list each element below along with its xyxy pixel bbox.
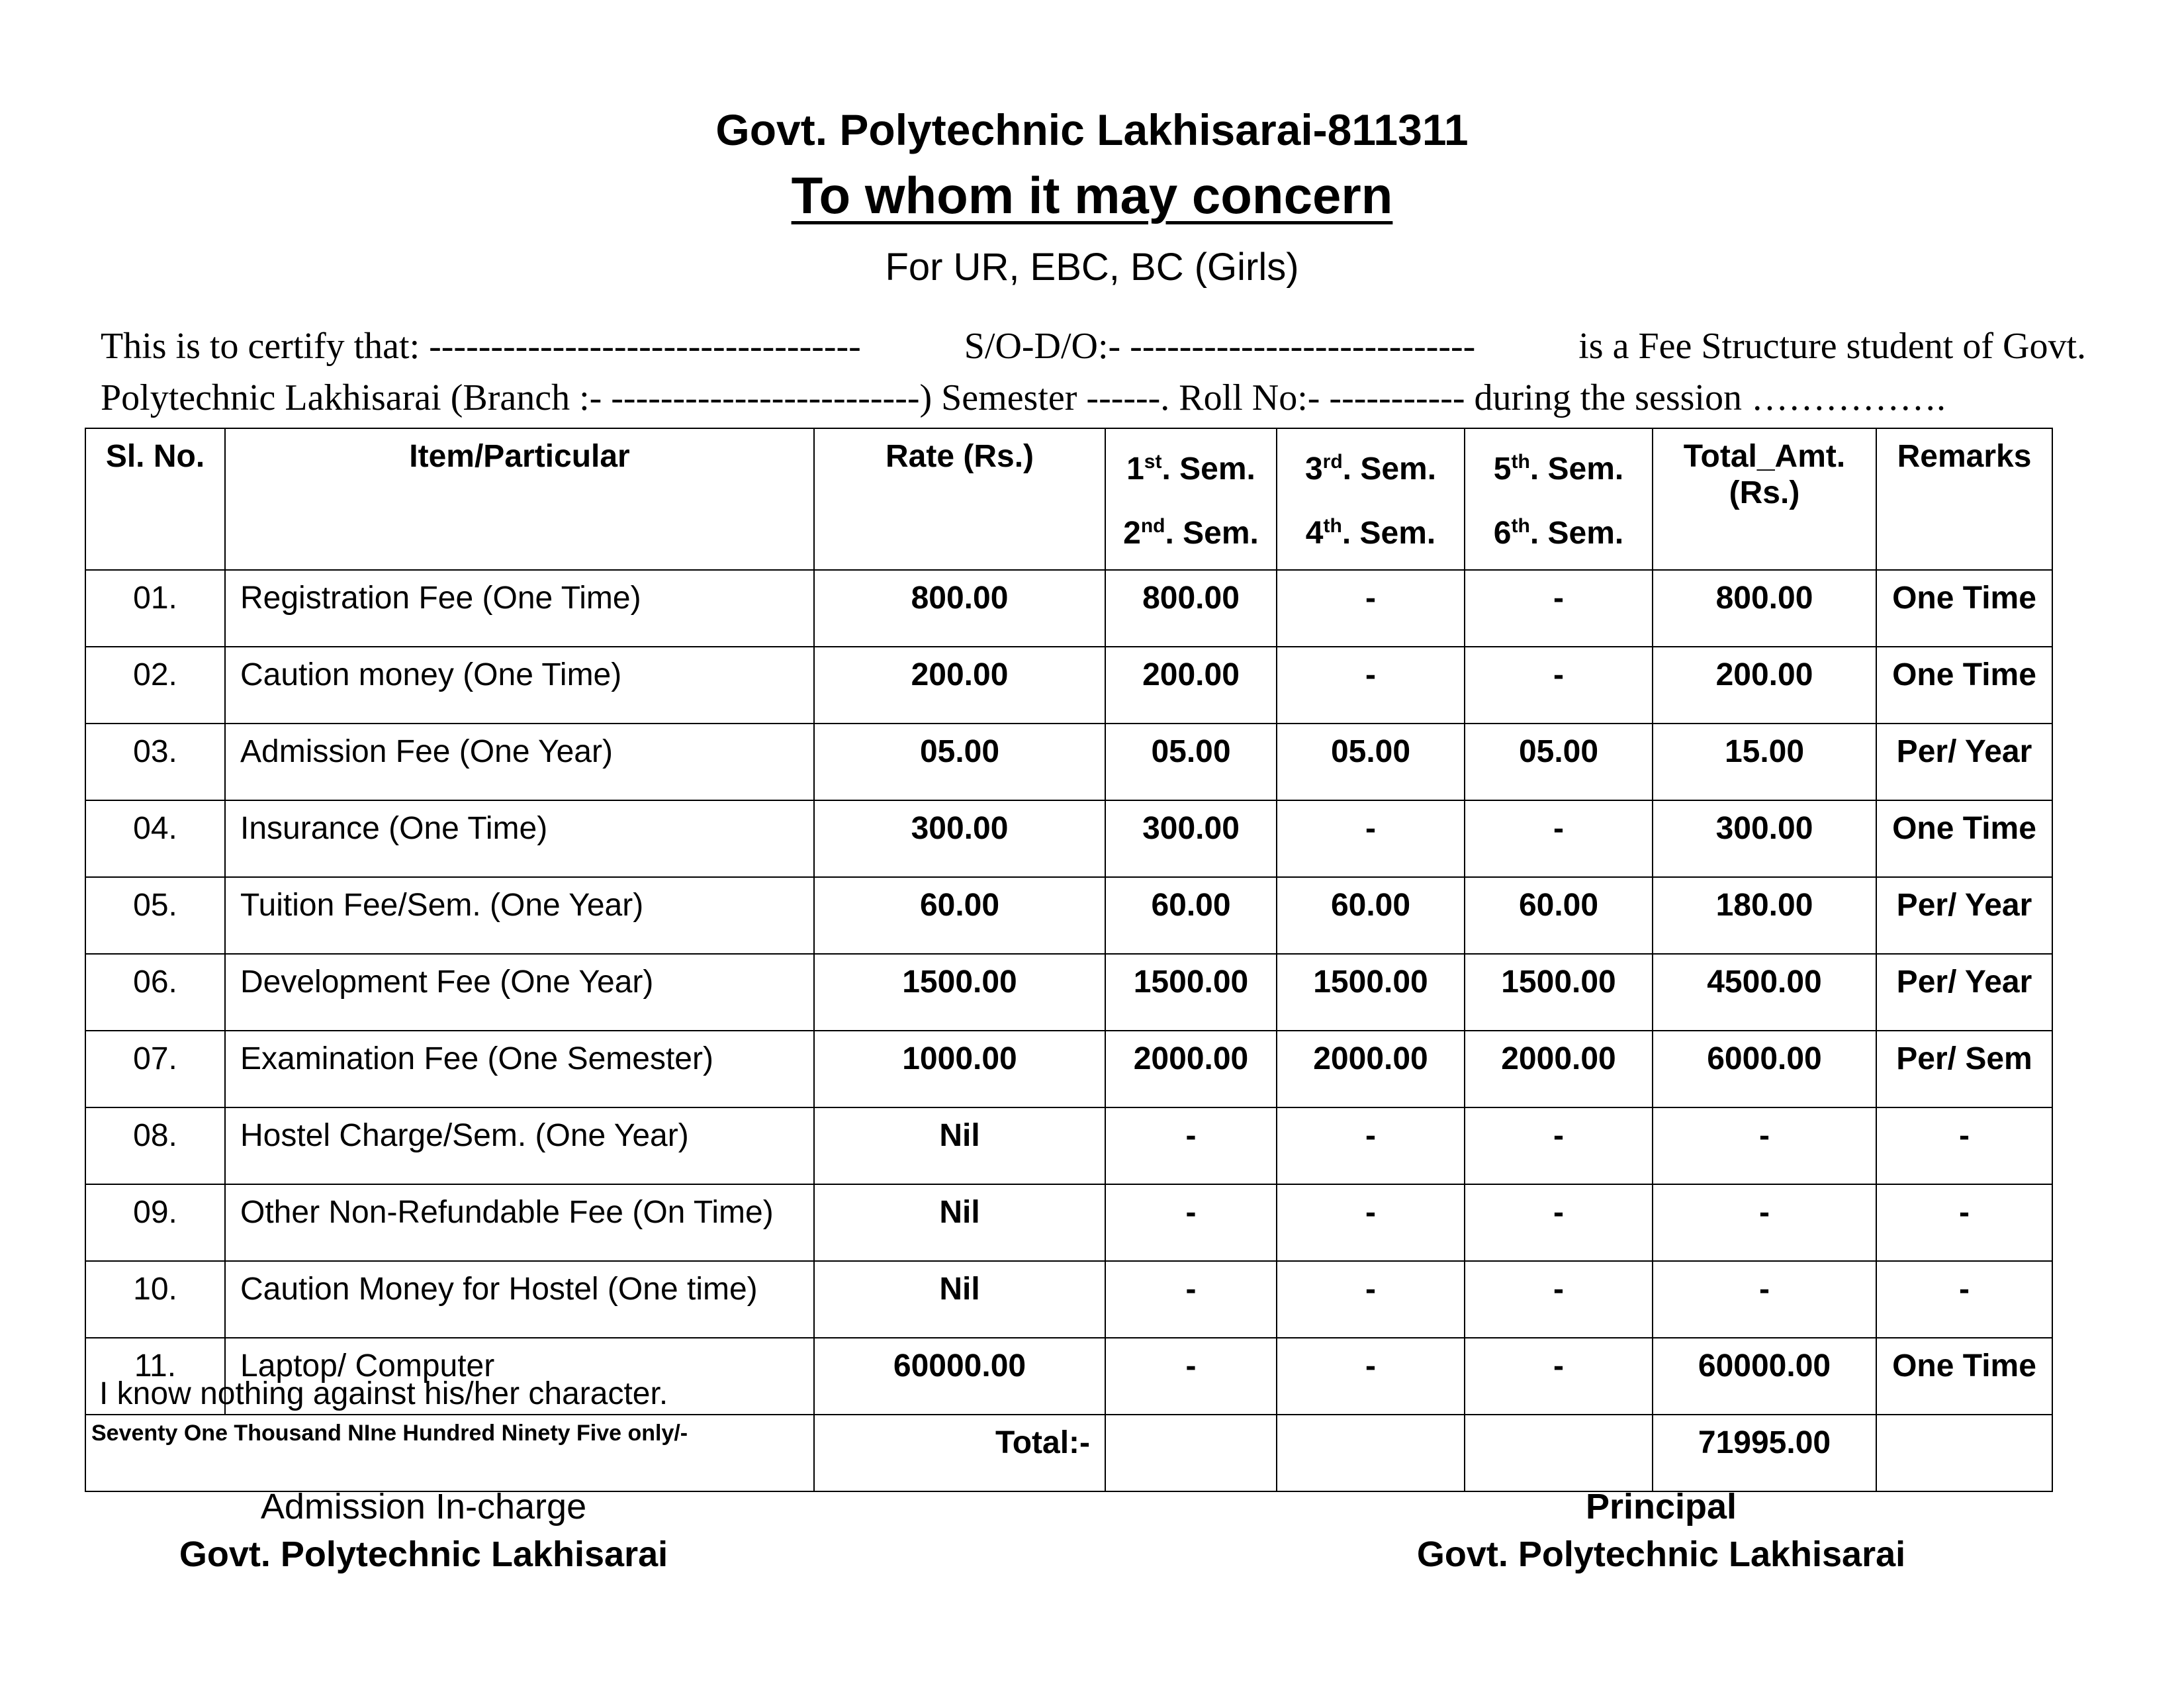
total-empty-cell bbox=[1105, 1415, 1277, 1491]
cell-sem-5-6: 60.00 bbox=[1465, 877, 1653, 954]
cell-item: Development Fee (One Year) bbox=[225, 954, 814, 1031]
cell-remarks: One Time bbox=[1876, 570, 2052, 647]
cell-sem-3-4: 2000.00 bbox=[1277, 1031, 1465, 1107]
cell-sem-3-4: - bbox=[1277, 1107, 1465, 1184]
cell-sem-5-6: 2000.00 bbox=[1465, 1031, 1653, 1107]
cell-sem-1-2: - bbox=[1105, 1261, 1277, 1338]
table-row bbox=[85, 647, 2052, 724]
cell-sl-no: 07. bbox=[85, 1031, 225, 1107]
cell-sem-3-4: - bbox=[1277, 570, 1465, 647]
total-empty-cell bbox=[1277, 1415, 1465, 1491]
cell-sem-1-2: 1500.00 bbox=[1105, 954, 1277, 1031]
cell-rate: Nil bbox=[814, 1184, 1105, 1261]
cell-sl-no: 10. bbox=[85, 1261, 225, 1338]
cell-rate: 1500.00 bbox=[814, 954, 1105, 1031]
cell-sem-1-2: 300.00 bbox=[1105, 800, 1277, 877]
cell-total: - bbox=[1653, 1261, 1876, 1338]
cell-remarks: One Time bbox=[1876, 800, 2052, 877]
header-remarks: Remarks bbox=[1876, 428, 2052, 570]
total-in-words: Seventy One Thousand NIne Hundred Ninety Five only/- bbox=[85, 1415, 814, 1491]
page-title: To whom it may concern bbox=[791, 166, 1393, 224]
cell-remarks: - bbox=[1876, 1107, 2052, 1184]
cell-item: Other Non-Refundable Fee (On Time) bbox=[225, 1184, 814, 1261]
cell-total: 6000.00 bbox=[1653, 1031, 1876, 1107]
signature-org: Govt. Polytechnic Lakhisarai bbox=[1416, 1534, 1906, 1574]
cell-sem-3-4: - bbox=[1277, 1184, 1465, 1261]
total-amount: 71995.00 bbox=[1653, 1415, 1876, 1491]
cell-sem-5-6: 05.00 bbox=[1465, 724, 1653, 800]
cell-sem-1-2: 60.00 bbox=[1105, 877, 1277, 954]
cell-item: Caution money (One Time) bbox=[225, 647, 814, 724]
cell-remarks: Per/ Sem bbox=[1876, 1031, 2052, 1107]
cell-sem-5-6: - bbox=[1465, 1261, 1653, 1338]
table-row bbox=[85, 570, 2052, 647]
institute-name: Govt. Polytechnic Lakhisarai-811311 bbox=[715, 105, 1469, 154]
table-row bbox=[85, 1261, 2052, 1338]
cell-sem-5-6: - bbox=[1465, 1338, 1653, 1415]
signature-principal bbox=[1363, 1483, 1959, 1578]
header-item: Item/Particular bbox=[225, 428, 814, 570]
cell-sem-5-6: - bbox=[1465, 1184, 1653, 1261]
cell-sl-no: 05. bbox=[85, 877, 225, 954]
cell-sl-no: 11. bbox=[85, 1338, 225, 1415]
cell-sem-1-2: - bbox=[1105, 1338, 1277, 1415]
cell-remarks: Per/ Year bbox=[1876, 724, 2052, 800]
signature-role: Admission In-charge bbox=[260, 1487, 587, 1526]
cell-total: 800.00 bbox=[1653, 570, 1876, 647]
cell-remarks: One Time bbox=[1876, 647, 2052, 724]
table-row bbox=[85, 724, 2052, 800]
cell-sl-no: 06. bbox=[85, 954, 225, 1031]
cell-item: Tuition Fee/Sem. (One Year) bbox=[225, 877, 814, 954]
header-rate: Rate (Rs.) bbox=[814, 428, 1105, 570]
cell-sem-3-4: - bbox=[1277, 1261, 1465, 1338]
cell-sl-no: 02. bbox=[85, 647, 225, 724]
cell-rate: Nil bbox=[814, 1107, 1105, 1184]
signature-org: Govt. Polytechnic Lakhisarai bbox=[179, 1534, 668, 1574]
category-subtitle: For UR, EBC, BC (Girls) bbox=[885, 246, 1299, 289]
cell-sem-3-4: 60.00 bbox=[1277, 877, 1465, 954]
cell-sem-5-6: - bbox=[1465, 800, 1653, 877]
cell-remarks: - bbox=[1876, 1261, 2052, 1338]
header-sem-5-6: 5th. Sem. 6th. Sem. bbox=[1465, 428, 1653, 570]
cell-sem-1-2: 2000.00 bbox=[1105, 1031, 1277, 1107]
cell-remarks: Per/ Year bbox=[1876, 877, 2052, 954]
cell-sem-1-2: - bbox=[1105, 1107, 1277, 1184]
cell-item: Caution Money for Hostel (One time) bbox=[225, 1261, 814, 1338]
cell-total: 60000.00 bbox=[1653, 1338, 1876, 1415]
cell-item: Insurance (One Time) bbox=[225, 800, 814, 877]
table-row bbox=[85, 800, 2052, 877]
cell-sem-3-4: - bbox=[1277, 1338, 1465, 1415]
cell-sem-1-2: - bbox=[1105, 1184, 1277, 1261]
certify-student-name: This is to certify that: ----------------------------------- bbox=[101, 326, 861, 367]
cell-sem-5-6: - bbox=[1465, 570, 1653, 647]
cell-sem-1-2: 05.00 bbox=[1105, 724, 1277, 800]
cell-sem-3-4: - bbox=[1277, 647, 1465, 724]
cell-total: - bbox=[1653, 1107, 1876, 1184]
cell-item: Admission Fee (One Year) bbox=[225, 724, 814, 800]
cell-sem-1-2: 800.00 bbox=[1105, 570, 1277, 647]
cell-rate: 60.00 bbox=[814, 877, 1105, 954]
cell-total: 4500.00 bbox=[1653, 954, 1876, 1031]
cell-total: 15.00 bbox=[1653, 724, 1876, 800]
total-empty-cell bbox=[1465, 1415, 1653, 1491]
table-row bbox=[85, 1184, 2052, 1261]
total-empty-cell bbox=[1876, 1415, 2052, 1491]
cell-remarks: One Time bbox=[1876, 1338, 2052, 1415]
table-row bbox=[85, 1031, 2052, 1107]
table-row bbox=[85, 877, 2052, 954]
cell-item: Hostel Charge/Sem. (One Year) bbox=[225, 1107, 814, 1184]
cell-sem-3-4: 05.00 bbox=[1277, 724, 1465, 800]
cell-rate: 300.00 bbox=[814, 800, 1105, 877]
certify-status: is a Fee Structure student of Govt. bbox=[1578, 326, 2086, 367]
cell-sl-no: 03. bbox=[85, 724, 225, 800]
table-row bbox=[85, 1107, 2052, 1184]
cell-total: - bbox=[1653, 1184, 1876, 1261]
cell-rate: 800.00 bbox=[814, 570, 1105, 647]
cell-total: 180.00 bbox=[1653, 877, 1876, 954]
table-total-row bbox=[85, 1415, 2052, 1491]
header-sl-no: Sl. No. bbox=[85, 428, 225, 570]
cell-sl-no: 04. bbox=[85, 800, 225, 877]
cell-sem-5-6: 1500.00 bbox=[1465, 954, 1653, 1031]
cell-sem-5-6: - bbox=[1465, 1107, 1653, 1184]
cell-sem-1-2: 200.00 bbox=[1105, 647, 1277, 724]
cell-sl-no: 09. bbox=[85, 1184, 225, 1261]
cell-total: 200.00 bbox=[1653, 647, 1876, 724]
cell-total: 300.00 bbox=[1653, 800, 1876, 877]
header-total: Total_Amt. (Rs.) bbox=[1653, 428, 1876, 570]
certificate-line-1 bbox=[101, 320, 2086, 372]
cell-rate: 1000.00 bbox=[814, 1031, 1105, 1107]
cell-sem-3-4: 1500.00 bbox=[1277, 954, 1465, 1031]
cell-remarks: Per/ Year bbox=[1876, 954, 2052, 1031]
table-row bbox=[85, 954, 2052, 1031]
total-label: Total:- bbox=[814, 1415, 1105, 1491]
character-note: I know nothing against his/her character. bbox=[99, 1376, 668, 1411]
cell-rate: 60000.00 bbox=[814, 1338, 1105, 1415]
cell-rate: Nil bbox=[814, 1261, 1105, 1338]
signature-admission-incharge bbox=[159, 1483, 688, 1578]
cell-rate: 05.00 bbox=[814, 724, 1105, 800]
cell-item: Registration Fee (One Time) bbox=[225, 570, 814, 647]
cell-item: Laptop/ Computer bbox=[225, 1338, 814, 1415]
cell-item: Examination Fee (One Semester) bbox=[225, 1031, 814, 1107]
signature-role: Principal bbox=[1585, 1487, 1737, 1526]
cell-sem-3-4: - bbox=[1277, 800, 1465, 877]
certificate-line-2: Polytechnic Lakhisarai (Branch :- -------------------------) Semester ------. Roll No:- ----------- during the session ……………. bbox=[101, 377, 1946, 418]
header-sem-3-4: 3rd. Sem. 4th. Sem. bbox=[1277, 428, 1465, 570]
cell-sl-no: 08. bbox=[85, 1107, 225, 1184]
table-header-row bbox=[85, 428, 2052, 570]
certify-parent-name: S/O-D/O:- ---------------------------- bbox=[964, 326, 1476, 367]
cell-sem-5-6: - bbox=[1465, 647, 1653, 724]
header-sem-1-2: 1st. Sem. 2nd. Sem. bbox=[1105, 428, 1277, 570]
cell-rate: 200.00 bbox=[814, 647, 1105, 724]
certificate-text bbox=[101, 320, 2086, 424]
cell-remarks: - bbox=[1876, 1184, 2052, 1261]
fee-table bbox=[85, 428, 2053, 1492]
cell-sl-no: 01. bbox=[85, 570, 225, 647]
